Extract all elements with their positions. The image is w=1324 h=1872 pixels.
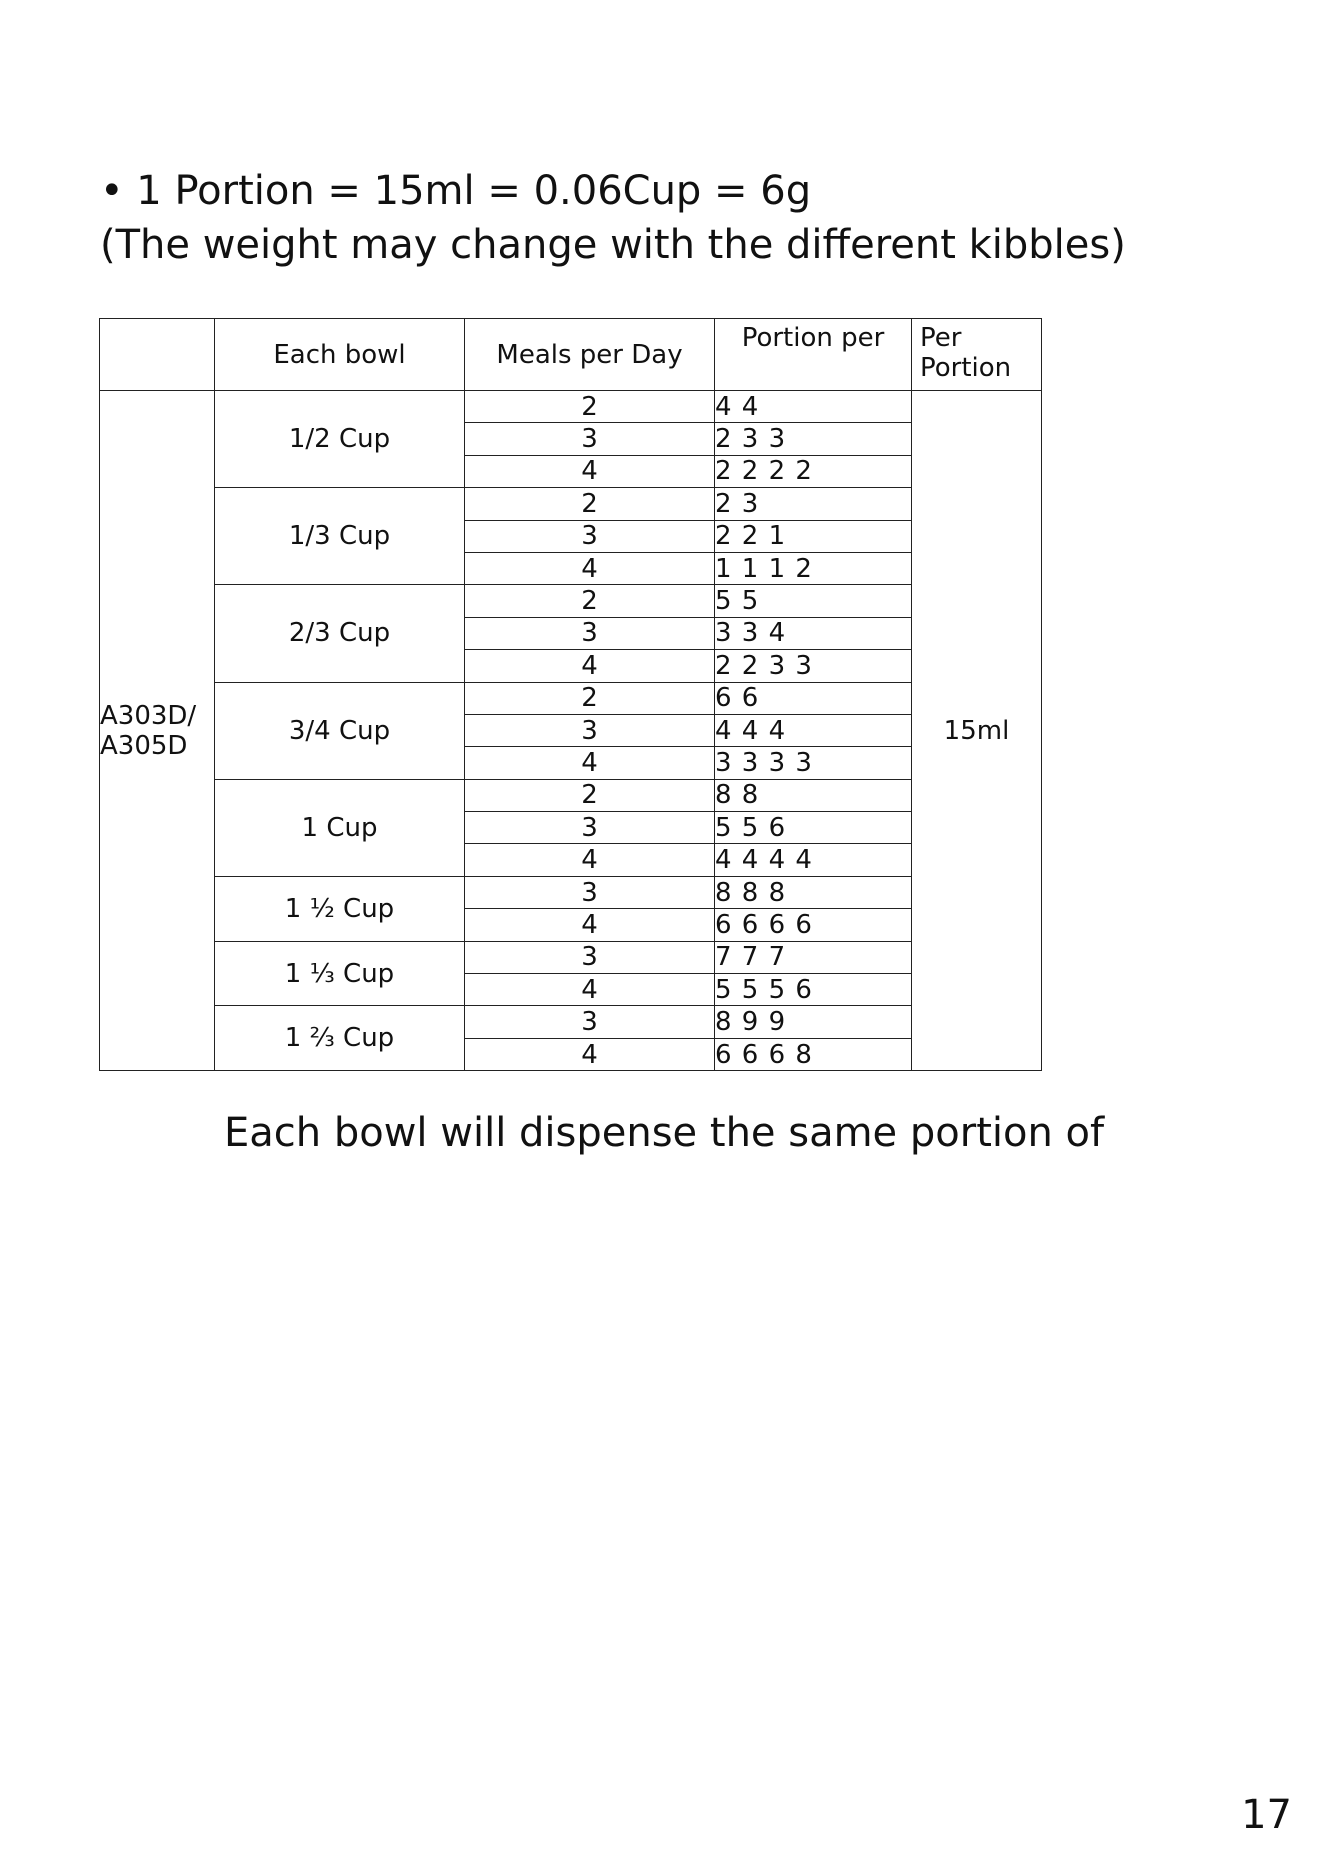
table-header-row — [100, 319, 1042, 391]
portions-cell: 4 4 4 — [715, 714, 912, 746]
portions-cell: 2 2 1 — [715, 520, 912, 552]
portions-cell: 2 2 2 2 — [715, 455, 912, 487]
model-cell: A303D/ A305D — [100, 391, 215, 1071]
bowl-size-cell: 1 ⅔ Cup — [215, 1006, 465, 1071]
header-meals-per-day: Meals per Day — [465, 319, 715, 391]
portions-cell: 5 5 6 — [715, 812, 912, 844]
table-row — [100, 391, 1042, 423]
portions-cell: 7 7 7 — [715, 941, 912, 973]
header-portion-per: Portion per — [715, 319, 912, 391]
portions-cell: 5 5 — [715, 585, 912, 617]
meals-per-day-cell: 3 — [465, 812, 715, 844]
meals-per-day-cell: 3 — [465, 423, 715, 455]
meals-per-day-cell: 4 — [465, 552, 715, 584]
meals-per-day-cell: 2 — [465, 391, 715, 423]
meals-per-day-cell: 4 — [465, 747, 715, 779]
portions-cell: 8 8 — [715, 779, 912, 811]
table-row — [100, 682, 1042, 714]
intro-text — [100, 164, 1126, 272]
portions-cell: 1 1 1 2 — [715, 552, 912, 584]
portions-cell: 8 9 9 — [715, 1006, 912, 1038]
table-row — [100, 585, 1042, 617]
meals-per-day-cell: 4 — [465, 455, 715, 487]
meals-per-day-cell: 2 — [465, 779, 715, 811]
bowl-size-cell: 2/3 Cup — [215, 585, 465, 682]
portions-cell: 6 6 6 8 — [715, 1038, 912, 1070]
meals-per-day-cell: 4 — [465, 909, 715, 941]
bowl-size-cell: 1/2 Cup — [215, 391, 465, 488]
header-per-portion: Per Portion — [912, 319, 1042, 391]
table-row — [100, 876, 1042, 908]
caption: Each bowl will dispense the same portion of — [224, 1110, 1105, 1156]
header-each-bowl: Each bowl — [215, 319, 465, 391]
meals-per-day-cell: 3 — [465, 1006, 715, 1038]
meals-per-day-cell: 3 — [465, 876, 715, 908]
portions-cell: 6 6 6 6 — [715, 909, 912, 941]
portions-cell: 3 3 3 3 — [715, 747, 912, 779]
portions-cell: 4 4 — [715, 391, 912, 423]
portions-cell: 5 5 5 6 — [715, 974, 912, 1006]
meals-per-day-cell: 4 — [465, 650, 715, 682]
bowl-size-cell: 1/3 Cup — [215, 488, 465, 585]
portion-definition: • 1 Portion = 15ml = 0.06Cup = 6g — [100, 168, 812, 214]
meals-per-day-cell: 4 — [465, 844, 715, 876]
bowl-size-cell: 3/4 Cup — [215, 682, 465, 779]
meals-per-day-cell: 2 — [465, 585, 715, 617]
portions-cell: 2 2 3 3 — [715, 650, 912, 682]
header-model — [100, 319, 215, 391]
portions-cell: 3 3 4 — [715, 617, 912, 649]
portions-cell: 6 6 — [715, 682, 912, 714]
bowl-size-cell: 1 ⅓ Cup — [215, 941, 465, 1006]
table-row — [100, 779, 1042, 811]
bowl-size-cell: 1 Cup — [215, 779, 465, 876]
portions-cell: 2 3 3 — [715, 423, 912, 455]
per-portion-cell: 15ml — [912, 391, 1042, 1071]
portions-cell: 8 8 8 — [715, 876, 912, 908]
table-row — [100, 488, 1042, 520]
weight-note: (The weight may change with the different kibbles) — [100, 222, 1126, 268]
meals-per-day-cell: 4 — [465, 1038, 715, 1070]
meals-per-day-cell: 4 — [465, 974, 715, 1006]
meals-per-day-cell: 3 — [465, 941, 715, 973]
portion-table — [99, 318, 1042, 1071]
portions-cell: 4 4 4 4 — [715, 844, 912, 876]
meals-per-day-cell: 2 — [465, 488, 715, 520]
portions-cell: 2 3 — [715, 488, 912, 520]
table-row — [100, 941, 1042, 973]
meals-per-day-cell: 3 — [465, 520, 715, 552]
meals-per-day-cell: 2 — [465, 682, 715, 714]
meals-per-day-cell: 3 — [465, 617, 715, 649]
bowl-size-cell: 1 ½ Cup — [215, 876, 465, 941]
table-row — [100, 1006, 1042, 1038]
page-number: 17 — [1241, 1792, 1292, 1838]
meals-per-day-cell: 3 — [465, 714, 715, 746]
